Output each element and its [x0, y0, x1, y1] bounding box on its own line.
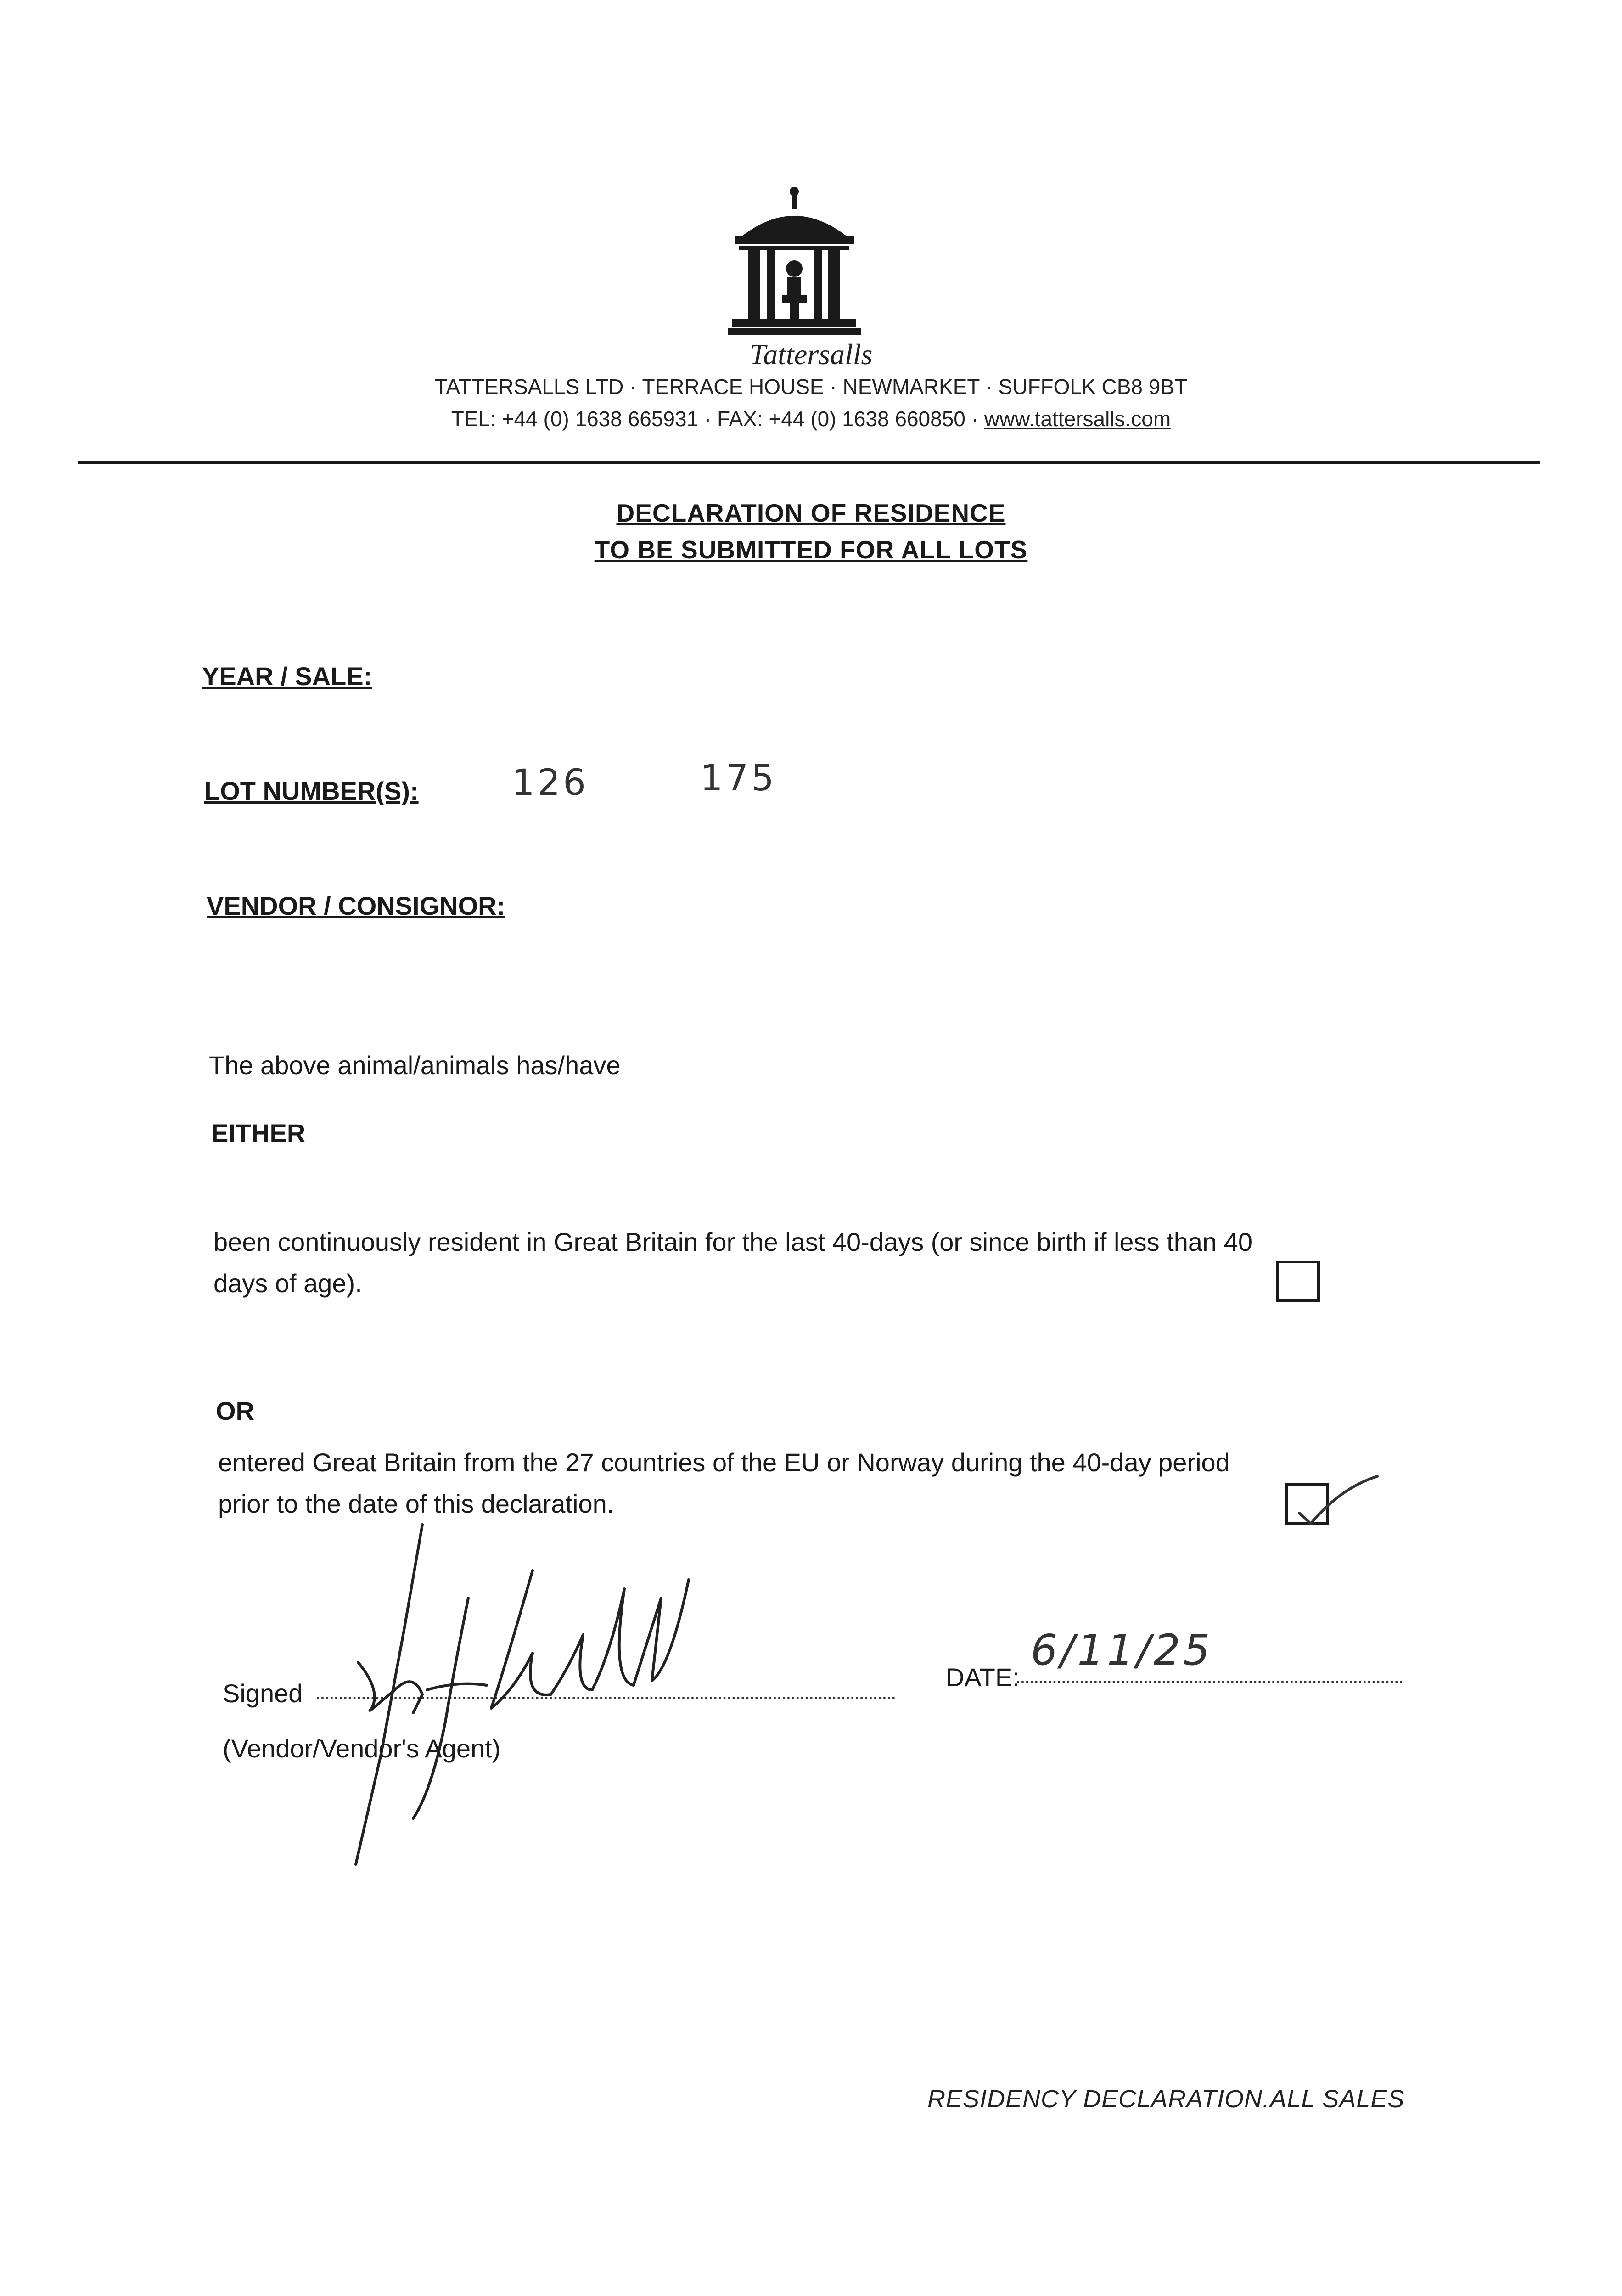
form-footer: RESIDENCY DECLARATION.ALL SALES [927, 2085, 1405, 2113]
tattersalls-logo [723, 186, 865, 338]
option1-checkbox[interactable] [1276, 1261, 1320, 1302]
option1-text [213, 1221, 1252, 1304]
lot-number-2[interactable]: 175 [700, 758, 777, 799]
website-link[interactable]: www.tattersalls.com [984, 407, 1171, 431]
checkmark-icon [1290, 1469, 1382, 1529]
date-label: DATE: [946, 1663, 1020, 1692]
option2-line1: entered Great Britain from the 27 countries of the EU or Norway during the 40-day period [218, 1448, 1230, 1477]
option1-line2: days of age). [213, 1269, 362, 1298]
form-subtitle: TO BE SUBMITTED FOR ALL LOTS [594, 535, 1028, 564]
signer-role: (Vendor/Vendor's Agent) [223, 1734, 501, 1763]
option2-text [218, 1442, 1230, 1525]
vendor-consignor-label: VENDOR / CONSIGNOR: [207, 891, 505, 920]
header-divider [78, 461, 1540, 464]
declaration-intro: The above animal/animals has/have [209, 1051, 621, 1080]
signed-label: Signed [223, 1679, 303, 1708]
company-contact [0, 406, 1622, 431]
or-label: OR [216, 1396, 254, 1425]
form-title: DECLARATION OF RESIDENCE [616, 499, 1006, 527]
date-line[interactable] [1017, 1681, 1403, 1683]
lot-numbers-label: LOT NUMBER(S): [204, 777, 419, 805]
option2-line2: prior to the date of this declaration. [218, 1489, 614, 1518]
option1-line1: been continuously resident in Great Britain for the last 40-days (or since birth if less than 40 [213, 1227, 1252, 1256]
handwritten-signature [275, 1515, 758, 1883]
either-label: EITHER [211, 1119, 306, 1148]
contact-details: TEL: +44 (0) 1638 665931 · FAX: +44 (0) 1638 660850 · [451, 407, 984, 431]
company-address: TATTERSALLS LTD · TERRACE HOUSE · NEWMARKET · SUFFOLK CB8 9BT [434, 375, 1188, 399]
year-sale-label: YEAR / SALE: [202, 662, 372, 691]
date-value[interactable]: 6/11/25 [1031, 1626, 1213, 1675]
lot-number-1[interactable]: 126 [512, 762, 589, 804]
brand-name: Tattersalls [749, 338, 873, 371]
